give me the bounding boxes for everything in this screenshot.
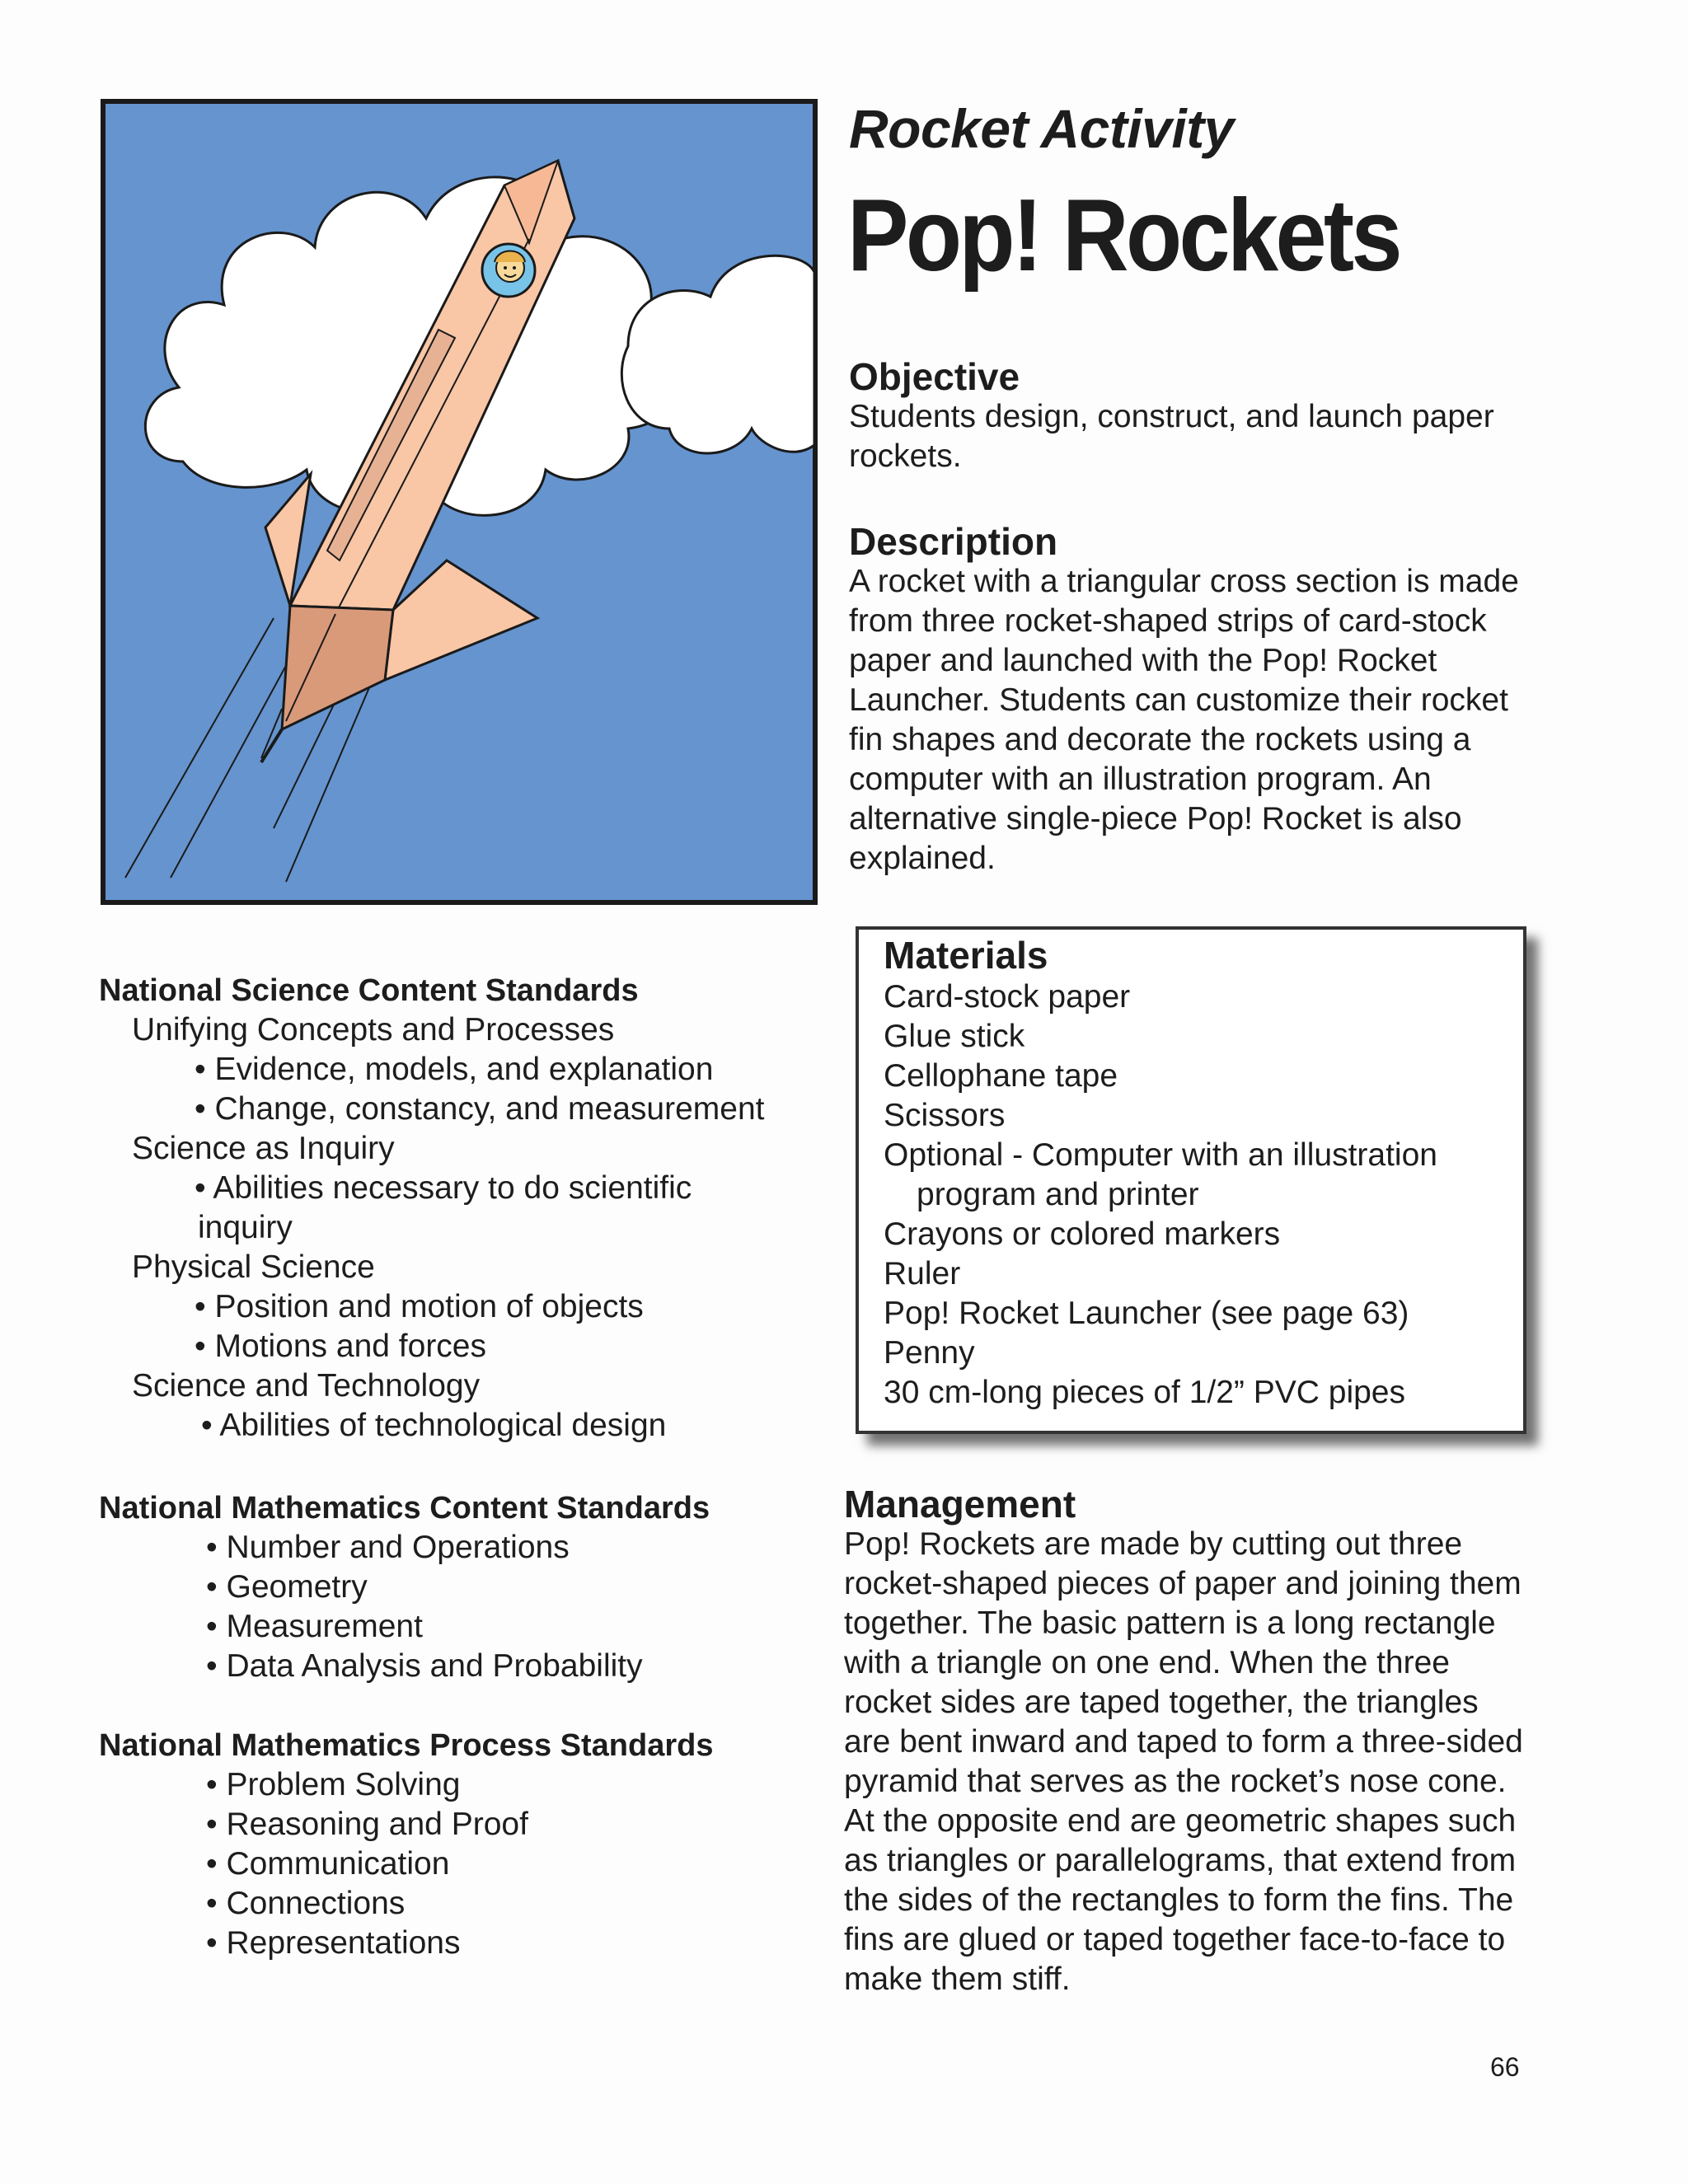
standards-bullet: • Problem Solving: [206, 1767, 461, 1802]
list-item: program and printer: [917, 1177, 1199, 1212]
materials-list: [884, 977, 1498, 1413]
standards-bullet: • Abilities of technological design: [201, 1408, 667, 1443]
list-item: Cellophane tape: [884, 1058, 1118, 1094]
math-process-heading: National Mathematics Process Standards: [99, 1728, 714, 1763]
standards-bullet: • Representations: [206, 1925, 461, 1961]
materials-heading: Materials: [884, 934, 1048, 977]
management-section: [844, 1483, 1523, 1999]
science-standards: [99, 971, 765, 1446]
page-number: 66: [1490, 2052, 1520, 2082]
list-item: Card-stock paper: [884, 979, 1131, 1015]
standards-bullet: • Geometry: [206, 1569, 368, 1605]
objective-heading: Objective: [849, 355, 1020, 398]
description-section: [849, 521, 1519, 879]
standards-bullet: • Number and Operations: [206, 1530, 570, 1565]
standards-bullet: • Motions and forces: [195, 1329, 486, 1364]
standards-bullet: • Position and motion of objects: [195, 1289, 644, 1324]
standards-group-label: Science as Inquiry: [132, 1131, 395, 1166]
list-item: Glue stick: [884, 1019, 1025, 1054]
rocket-in-clouds-icon: [101, 99, 818, 905]
standards-bullet: • Connections: [206, 1886, 406, 1921]
standards-bullet: • Measurement: [206, 1609, 423, 1644]
standards-group-label: Physical Science: [132, 1249, 375, 1285]
list-item: Crayons or colored markers: [884, 1216, 1281, 1252]
list-item: Penny: [884, 1335, 975, 1371]
management-text: Pop! Rockets are made by cutting out three rocket-shaped pieces of paper and joining them together. The basic pattern is a long rectangle with a triangle on one end. When the three rocket sides are taped together, the triangles are bent inward and taped to form a three-sided pyramid that serves as the rocket’s nose cone. At the opposite end are geometric shapes such as triangles or parallelograms, that extend from the sides of the rectangles to form the fins. The fins are glued or taped together face-to-face to make them stiff.: [844, 1526, 1523, 1997]
standards-bullet: • Evidence, models, and explanation: [195, 1052, 714, 1087]
description-text: A rocket with a triangular cross section is made from three rocket-shaped strips of card-stock paper and launched with the Pop! Rocket Launcher. Students can customize their rocket fin shapes and decorate the rockets using a computer with an illustration program. An alternative single-piece Pop! Rocket is also explained.: [849, 564, 1519, 876]
standards-bullet: • Data Analysis and Probability: [206, 1648, 643, 1684]
list-item: Scissors: [884, 1098, 1006, 1133]
list-item: Ruler: [884, 1256, 961, 1291]
standards-group-label: Unifying Concepts and Processes: [132, 1012, 615, 1047]
standards-bullet: • Reasoning and Proof: [206, 1807, 528, 1842]
description-heading: Description: [849, 520, 1058, 563]
math-process-standards: [99, 1726, 713, 1963]
objective-section: [849, 356, 1494, 476]
standards-group-label: Science and Technology: [132, 1368, 481, 1404]
page-title: Pop! Rockets: [847, 179, 1400, 293]
activity-kicker: Rocket Activity: [849, 98, 1234, 159]
objective-text: Students design, construct, and launch paper rockets.: [849, 399, 1494, 474]
materials-box: [856, 926, 1526, 1434]
standards-bullet: • Abilities necessary to do scientific: [195, 1170, 692, 1206]
management-heading: Management: [844, 1483, 1076, 1526]
math-content-heading: National Mathematics Content Standards: [99, 1491, 710, 1526]
standards-bullet-continuation: inquiry: [198, 1210, 293, 1245]
list-item: Optional - Computer with an illustration: [884, 1137, 1437, 1173]
science-standards-heading: National Science Content Standards: [99, 973, 639, 1008]
standards-bullet: • Change, constancy, and measurement: [195, 1091, 765, 1127]
rocket-illustration: [101, 99, 818, 905]
math-content-standards: [99, 1488, 710, 1686]
list-item: 30 cm-long pieces of 1/2” PVC pipes: [884, 1375, 1405, 1410]
list-item: Pop! Rocket Launcher (see page 63): [884, 1296, 1409, 1331]
standards-bullet: • Communication: [206, 1846, 450, 1882]
